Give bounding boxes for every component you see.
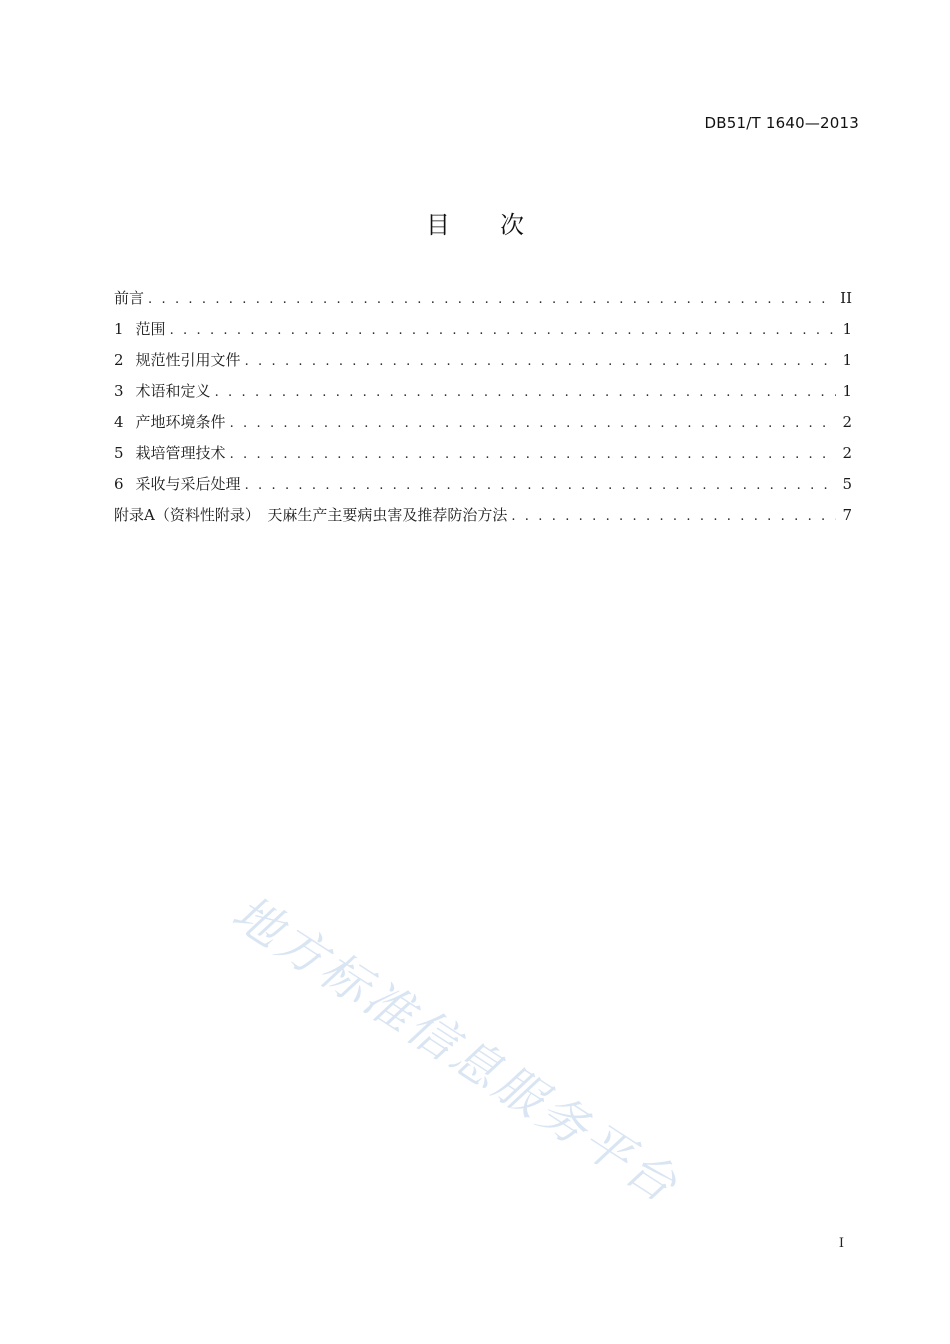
toc-entry-terms-definitions[interactable] — [114, 379, 852, 410]
toc-leader-dots — [230, 412, 836, 436]
watermark — [221, 876, 695, 1217]
toc-entry-number: 4 — [114, 413, 124, 431]
toc-entry-page: II — [840, 289, 852, 307]
toc-title-char: 次 — [500, 211, 524, 239]
toc-entry-environment[interactable] — [114, 410, 852, 441]
toc-leader-dots — [148, 288, 834, 312]
toc-entry-appendix-a[interactable] — [114, 503, 852, 534]
toc-leader-dots — [245, 474, 836, 498]
toc-leader-dots — [215, 381, 836, 405]
toc-leader-dots — [511, 505, 836, 529]
toc-entry-label: 规范性引用文件 — [135, 351, 241, 369]
toc-entry-number: 5 — [114, 444, 124, 462]
toc-entry-page: 1 — [842, 320, 852, 338]
toc-entry-number: 2 — [114, 351, 124, 369]
toc-leader-dots — [170, 319, 836, 343]
watermark-text: 地方标准信息服务平台 — [222, 884, 689, 1215]
toc-entry-page: 1 — [842, 382, 852, 400]
toc-entry-label: 附录A（资料性附录） 天麻生产主要病虫害及推荐防治方法 — [114, 506, 508, 524]
toc-entry-page: 7 — [842, 506, 852, 524]
toc-entry-page: 2 — [842, 444, 852, 462]
toc-entry-harvest[interactable] — [114, 472, 852, 503]
toc-entry-scope[interactable] — [114, 317, 852, 348]
toc-leader-dots — [245, 350, 836, 374]
toc-leader-dots — [230, 443, 836, 467]
toc-entry-page: 5 — [842, 475, 852, 493]
table-of-contents — [114, 286, 852, 534]
toc-entry-page: 1 — [842, 351, 852, 369]
toc-title-char: 目 — [426, 211, 450, 239]
standard-code: DB51/T 1640—2013 — [704, 114, 859, 132]
toc-entry-number: 1 — [114, 320, 124, 338]
toc-entry-label: 产地环境条件 — [135, 413, 226, 431]
page-number: I — [838, 1236, 844, 1251]
toc-entry-cultivation[interactable] — [114, 441, 852, 472]
toc-entry-label: 前言 — [114, 289, 145, 307]
toc-entry-foreword[interactable] — [114, 286, 852, 317]
toc-entry-number: 3 — [114, 382, 124, 400]
toc-entry-normative-references[interactable] — [114, 348, 852, 379]
toc-entry-label: 范围 — [135, 320, 166, 338]
toc-entry-page: 2 — [842, 413, 852, 431]
toc-entry-label: 术语和定义 — [135, 382, 211, 400]
toc-entry-label: 栽培管理技术 — [135, 444, 226, 462]
toc-entry-number: 6 — [114, 475, 124, 493]
toc-entry-label: 采收与采后处理 — [135, 475, 241, 493]
toc-title — [0, 205, 950, 240]
